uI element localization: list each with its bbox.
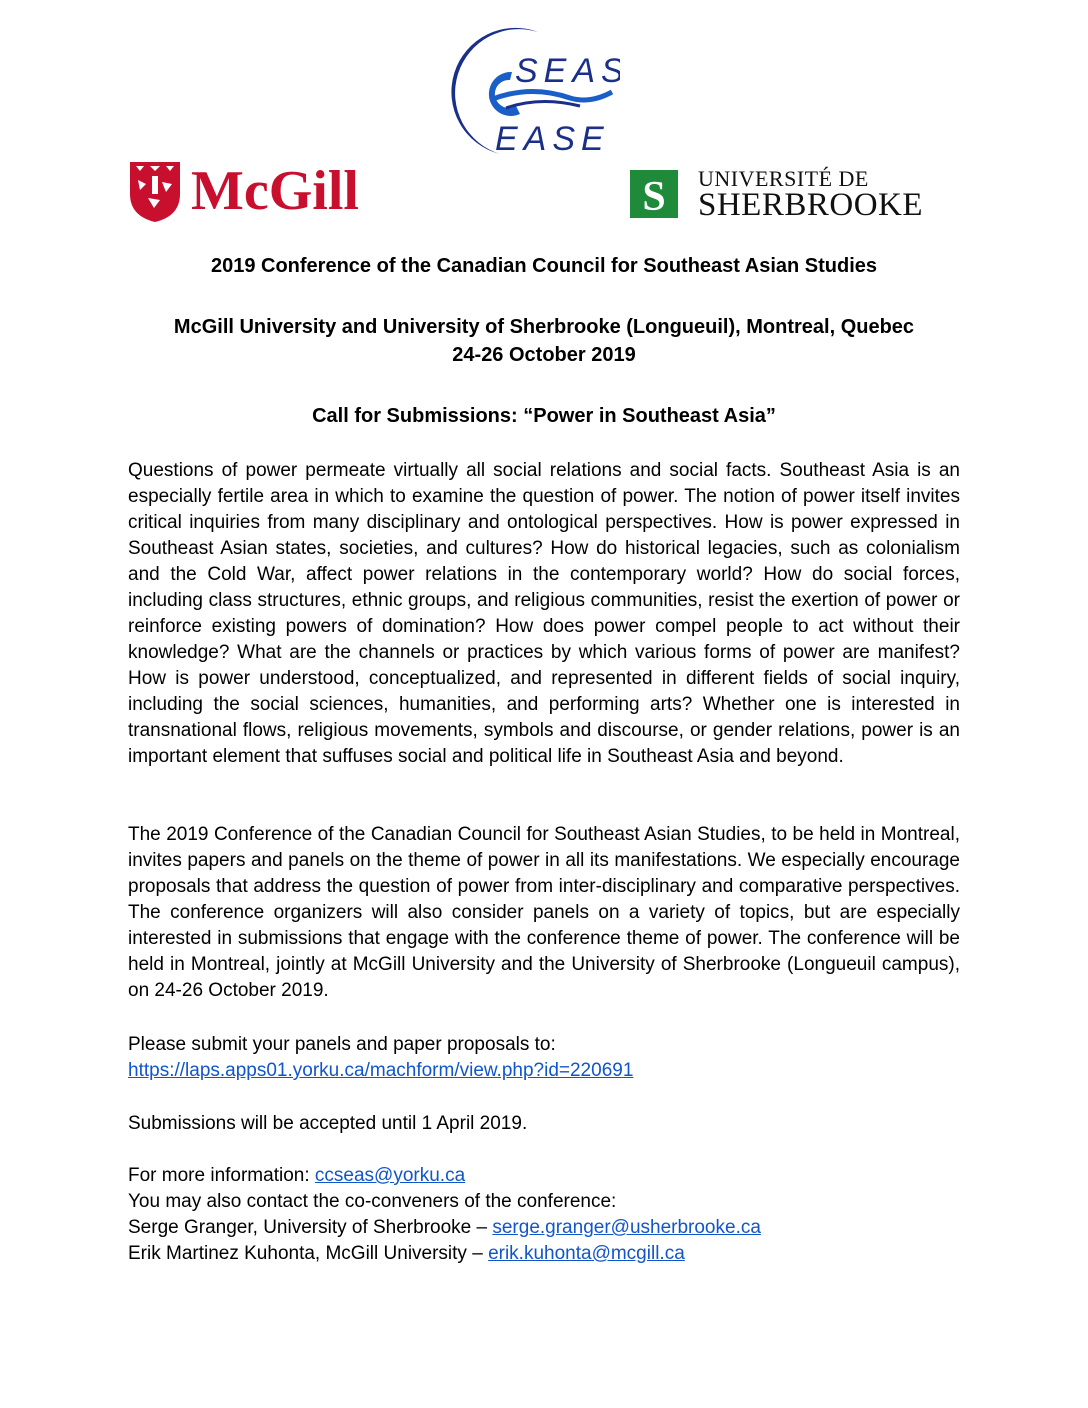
seas-ease-logo (420, 22, 620, 162)
contact-granger (128, 1215, 761, 1241)
contact-instructions: You may also contact the co-conveners of the conference: (128, 1191, 617, 1212)
sherbrooke-emblem-icon (630, 170, 678, 218)
intro-paragraph-text: Questions of power permeate virtually all social relations and social facts. Southeast Asia is an especially fertile area in which to examine the question of power. The notion of power itself invites critical inquiries from many disciplinary and ontological perspectives. How is power expressed in Southeast Asian states, societies, and cultures? How do historical legacies, such as colonialism and the Cold War, affect power relations in the contemporary world? How do social forces, including class structures, ethnic groups, and religious communities, resist the exertion of power or reinforce existing powers of domination? How does power compel people to act without their knowledge? What are the channels or practices by which various forms of power are manifest? How is power understood, conceptualized, and represented in different fields of social inquiry, including the social sciences, humanities, and performing arts? Whether one is interested in transnational flows, religious movements, symbols and discourse, or gender relations, power is an important element that suffuses social and political life in Southeast Asia and beyond. (128, 460, 960, 767)
info-email-link[interactable]: ccseas@yorku.ca (314, 1165, 466, 1186)
conference-paragraph-text: The 2019 Conference of the Canadian Council for Southeast Asian Studies, to be held in Montreal, invites papers and panels on the theme of power in all its manifestations. We especially encourage proposals that address the question of power from inter-disciplinary and comparative perspectives. The conference organizers will also consider panels on a variety of topics, but are especially interested in submissions that engage with the conference theme of power. The conference will be held in Montreal, jointly at McGill University and the University of Sherbrooke (Longueuil campus), on 24-26 October 2019. (128, 824, 960, 1001)
submission-url-line (128, 1058, 633, 1084)
submission-link[interactable]: https://laps.apps01.yorku.ca/machform/view.php?id=220691 (128, 1060, 634, 1081)
kuhonta-email-link[interactable]: erik.kuhonta@mcgill.ca (488, 1243, 685, 1264)
mcgill-wordmark: McGill (191, 160, 359, 222)
seas-text: SEAS (515, 52, 620, 90)
submit-instructions: Please submit your panels and paper proposals to: (128, 1034, 556, 1055)
call-for-submissions-heading: Call for Submissions: “Power in Southeast Asia” (312, 405, 776, 427)
submission-deadline: Submissions will be accepted until 1 April 2019. (128, 1113, 528, 1134)
granger-email-link[interactable]: serge.granger@usherbrooke.ca (492, 1217, 761, 1238)
sherbrooke-line2: SHERBROOKE (698, 187, 924, 223)
granger-label: Serge Granger, University of Sherbrooke – (128, 1217, 493, 1238)
mcgill-shield-icon (128, 160, 182, 224)
seas-ease-logo-graphic (420, 22, 620, 162)
conference-paragraph (128, 822, 960, 1004)
conference-venue: McGill University and University of Sherbrooke (Longueuil), Montreal, Quebec (173, 316, 915, 338)
conference-dates: 24-26 October 2019 (452, 344, 636, 366)
sherbrooke-logo (630, 168, 970, 224)
contact-kuhonta (128, 1241, 685, 1267)
ease-text: EASE (495, 120, 610, 158)
mcgill-logo (128, 160, 398, 226)
info-line (128, 1163, 465, 1189)
sherbrooke-line1: UNIVERSITÉ DE (698, 166, 869, 191)
svg-text:S: S (642, 174, 666, 218)
conference-title: 2019 Conference of the Canadian Council for Southeast Asian Studies (210, 255, 878, 277)
info-label: For more information: (128, 1165, 315, 1186)
intro-paragraph (128, 458, 960, 770)
kuhonta-label: Erik Martinez Kuhonta, McGill University – (128, 1243, 489, 1264)
